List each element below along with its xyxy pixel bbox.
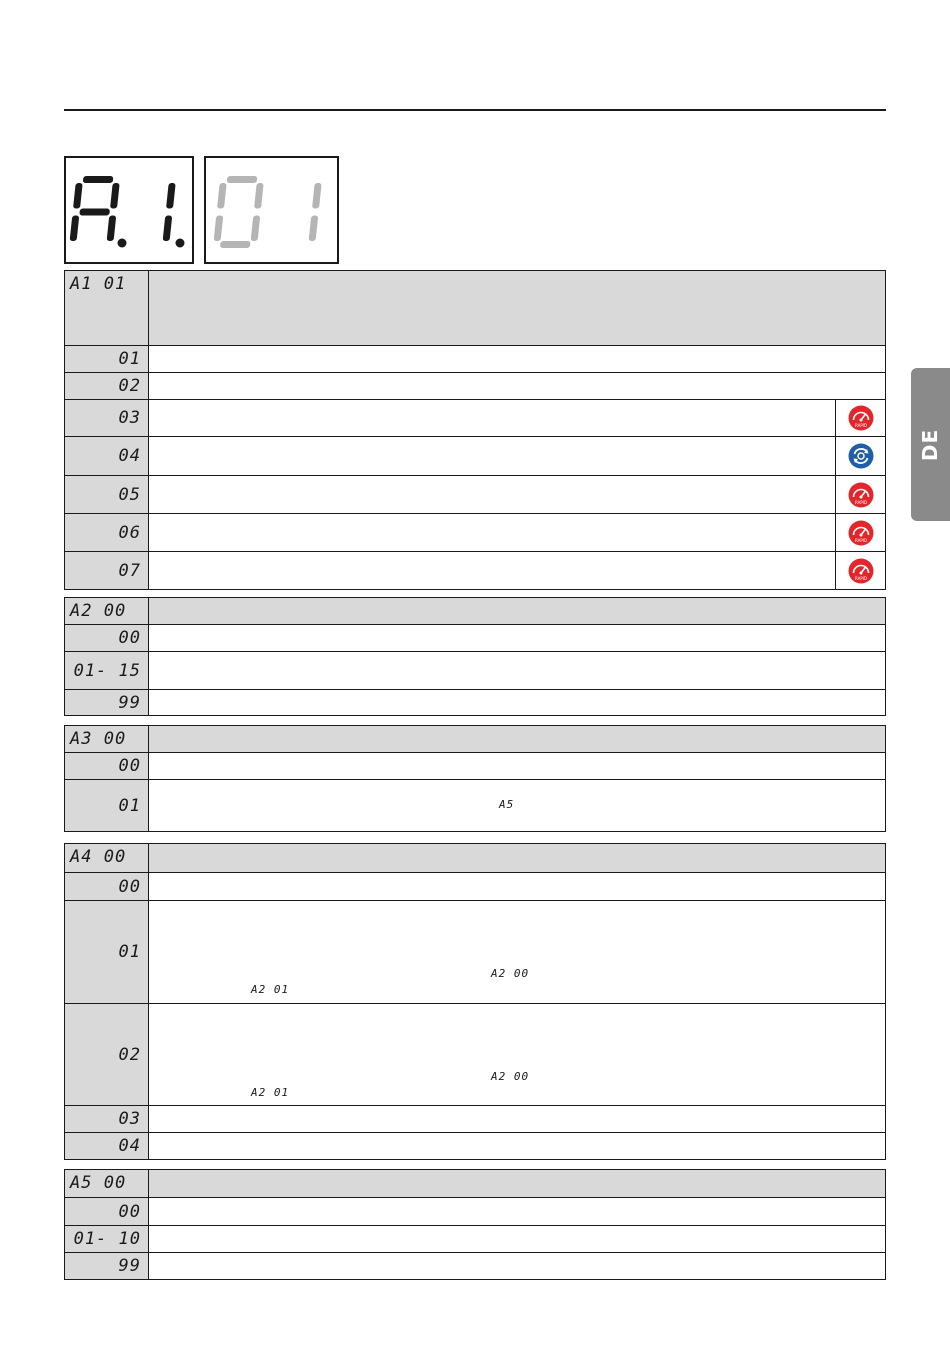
option-code: 01 [65,780,149,831]
option-code: 01- 10 [65,1226,149,1252]
icon-cell [835,552,885,589]
display-parameter-value [204,156,339,264]
option-code: 00 [65,625,149,651]
option-code: 00 [65,873,149,900]
section-code: A5 00 [65,1170,149,1197]
table-row [65,475,885,513]
option-description [149,1004,885,1105]
table-row [65,399,885,436]
table-row [65,1132,885,1159]
section-description [149,844,885,872]
section-description [149,271,885,345]
option-description [149,1226,885,1252]
option-description [149,552,835,589]
icon-cell [835,400,885,436]
section-description [149,1170,885,1197]
option-code: 99 [65,690,149,715]
section-description [149,726,885,752]
section-a1 [64,270,886,590]
icon-label: RAPID [854,537,867,543]
section-a3-header [65,726,885,752]
section-a5 [64,1169,886,1280]
table-row [65,752,885,779]
section-code: A4 00 [65,844,149,872]
inline-parameter-ref: A2 00 [491,967,530,980]
table-row [65,872,885,900]
icon-cell [835,476,885,513]
decimal-point [118,239,127,248]
table-row [65,1003,885,1105]
section-description [149,598,885,624]
option-description [149,1106,885,1132]
rapid-speedometer-icon [848,405,874,431]
option-description [149,373,885,399]
section-a4-header [65,844,885,872]
option-code: 06 [65,514,149,551]
rapid-speedometer-icon [848,520,874,546]
table-row [65,513,885,551]
section-code: A3 00 [65,726,149,752]
option-description [149,1133,885,1159]
option-code: 99 [65,1253,149,1279]
option-code: 05 [65,476,149,513]
icon-label: RAPID [854,423,867,428]
table-row [65,624,885,651]
inline-parameter-ref: A5 [499,798,515,811]
option-description [149,346,885,372]
language-tab-label: DE [918,428,943,461]
icon-cell [835,437,885,475]
rapid-speedometer-icon [848,482,874,508]
option-description [149,1198,885,1225]
language-tab [911,368,950,521]
section-a1-header [65,271,885,345]
section-code: A1 01 [65,271,149,345]
top-rule [64,109,886,111]
table-row [65,1252,885,1279]
option-code: 03 [65,400,149,436]
option-description [149,780,885,831]
section-a2-header [65,598,885,624]
table-row [65,345,885,372]
option-code: 01 [65,901,149,1003]
option-code: 02 [65,1004,149,1105]
display-parameter-code [64,156,194,264]
option-description [149,873,885,900]
option-description [149,690,885,715]
option-description [149,476,835,513]
section-code: A2 00 [65,598,149,624]
option-code: 03 [65,1106,149,1132]
icon-cell [835,514,885,551]
option-description [149,1253,885,1279]
table-row [65,689,885,715]
table-row [65,372,885,399]
table-row [65,551,885,589]
option-description [149,652,885,689]
decimal-point [176,239,185,248]
table-row [65,651,885,689]
section-a4 [64,843,886,1160]
icon-label: RAPID [854,575,867,581]
cycle-gear-icon [848,443,874,469]
option-description [149,753,885,779]
table-row [65,900,885,1003]
inline-parameter-ref: A2 01 [251,983,290,996]
table-row [65,779,885,831]
rapid-speedometer-icon [848,558,874,584]
table-row [65,1105,885,1132]
icon-label: RAPID [854,499,867,505]
section-a5-header [65,1170,885,1197]
display-digit [70,176,121,241]
section-a3 [64,725,886,832]
table-row [65,1197,885,1225]
section-a2 [64,597,886,716]
inline-parameter-ref: A2 00 [491,1070,530,1083]
table-row [65,436,885,475]
option-code: 00 [65,753,149,779]
option-code: 04 [65,437,149,475]
option-code: 00 [65,1198,149,1225]
option-code: 02 [65,373,149,399]
option-code: 01- 15 [65,652,149,689]
option-description [149,400,835,436]
inline-parameter-ref: A2 01 [251,1086,290,1099]
option-code: 04 [65,1133,149,1159]
option-description [149,625,885,651]
option-code: 01 [65,346,149,372]
display-digit [163,183,176,241]
option-description [149,901,885,1003]
option-code: 07 [65,552,149,589]
display-digit [309,183,322,241]
option-description [149,514,835,551]
display-digit [213,176,265,248]
table-row [65,1225,885,1252]
option-description [149,437,835,475]
